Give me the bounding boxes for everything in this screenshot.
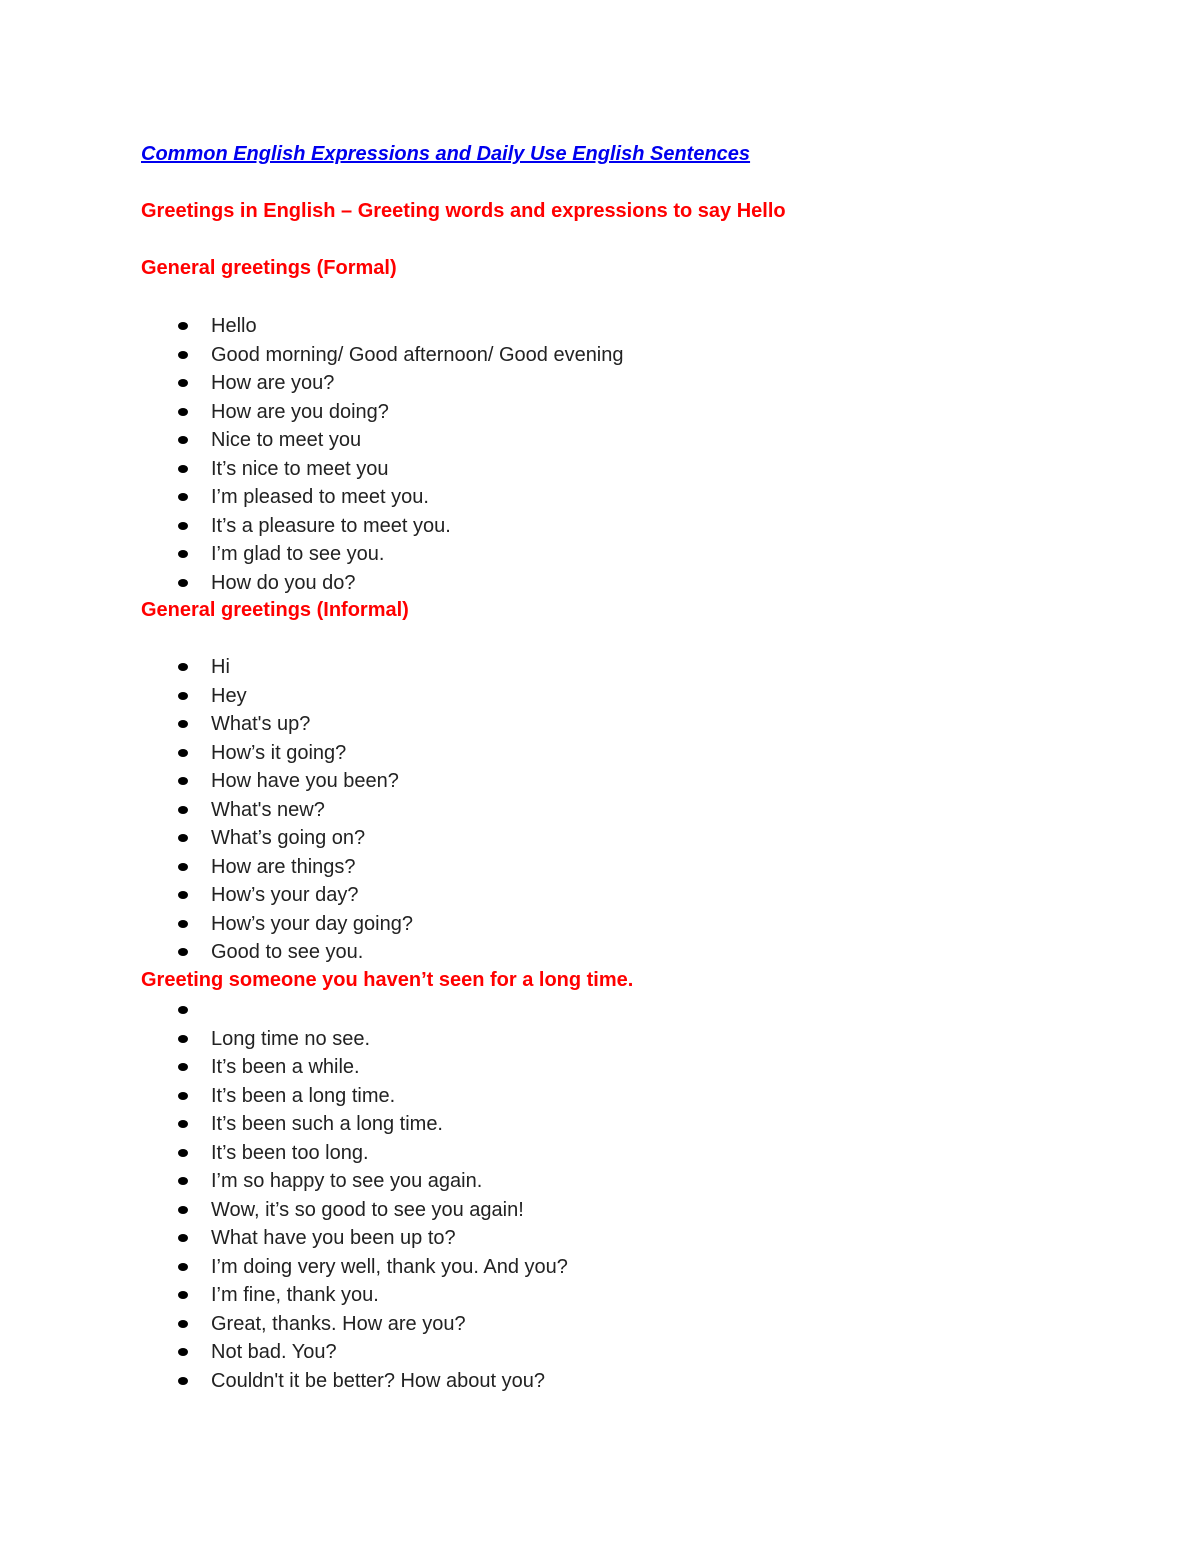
list-item-text: I’m so happy to see you again. <box>211 1170 483 1192</box>
list-item-text: How are things? <box>211 855 356 878</box>
list-item-text: Great, thanks. How are you? <box>211 1312 466 1335</box>
list-item-text: What's new? <box>211 798 325 821</box>
list-item-text: It’s a pleasure to meet you. <box>211 514 451 537</box>
bullet-icon <box>178 1006 188 1014</box>
list-item-text: It’s been such a long time. <box>211 1113 443 1135</box>
bullet-icon <box>178 891 188 899</box>
list-item-text: How do you do? <box>211 571 356 594</box>
list-item-text: What's up? <box>211 713 311 735</box>
bullet-icon <box>178 663 188 671</box>
list-item-text: How’s your day? <box>211 884 359 906</box>
list-item-text: Long time no see. <box>211 1027 370 1050</box>
bullet-icon <box>178 579 188 587</box>
list-item-text: Good to see you. <box>211 941 364 963</box>
list-item-text: What have you been up to? <box>211 1227 456 1249</box>
bullet-icon <box>178 1320 188 1328</box>
list-item-text: Hi <box>211 656 230 678</box>
bullet-icon <box>178 863 188 871</box>
bullet-icon <box>178 436 188 444</box>
subheading-informal-greetings: General greetings (Informal) <box>141 599 409 621</box>
bullet-icon <box>178 920 188 928</box>
bullet-icon <box>178 749 188 757</box>
list-item-text: It’s been too long. <box>211 1141 369 1164</box>
subheading-long-time-greetings: Greeting someone you haven’t seen for a long time. <box>141 969 634 991</box>
list-item-text: I’m glad to see you. <box>211 543 385 565</box>
bullet-icon <box>178 1035 188 1043</box>
list-item-text: Wow, it’s so good to see you again! <box>211 1198 524 1221</box>
list-item-text: Not bad. You? <box>211 1341 337 1363</box>
list-item-text: It’s been a long time. <box>211 1084 396 1107</box>
bullet-icon <box>178 806 188 814</box>
list-item-text: Couldn't it be better? How about you? <box>211 1369 546 1392</box>
document-title-link[interactable]: Common English Expressions and Daily Use English Sentences <box>141 143 751 165</box>
bullet-icon <box>178 720 188 728</box>
list-item-text: Good morning/ Good afternoon/ Good evening <box>211 343 624 366</box>
list-item-text: It’s nice to meet you <box>211 457 389 480</box>
list-item-text: Nice to meet you <box>211 429 362 451</box>
list-item-text: How’s it going? <box>211 741 347 764</box>
bullet-icon <box>178 1234 188 1242</box>
list-item-text: I’m fine, thank you. <box>211 1284 379 1306</box>
bullet-icon <box>178 351 188 359</box>
bullet-icon <box>178 1092 188 1100</box>
bullet-icon <box>178 1263 188 1271</box>
bullet-icon <box>178 1206 188 1214</box>
bullet-icon <box>178 1120 188 1128</box>
list-item-text: How are you? <box>211 372 335 394</box>
bullet-icon <box>178 692 188 700</box>
bullet-icon <box>178 322 188 330</box>
subheading-formal-greetings: General greetings (Formal) <box>141 257 397 279</box>
bullet-icon <box>178 493 188 501</box>
bullet-icon <box>178 522 188 530</box>
list-item-text: I’m pleased to meet you. <box>211 486 429 508</box>
bullet-icon <box>178 550 188 558</box>
bullet-icon <box>178 1177 188 1185</box>
bullet-icon <box>178 1063 188 1071</box>
section-heading: Greetings in English – Greeting words and expressions to say Hello <box>141 200 786 222</box>
bullet-icon <box>178 834 188 842</box>
list-item-text: Hey <box>211 684 247 707</box>
bullet-icon <box>178 1348 188 1356</box>
list-item-text: How’s your day going? <box>211 912 413 935</box>
bullet-icon <box>178 777 188 785</box>
list-item-text: Hello <box>211 315 257 337</box>
bullet-icon <box>178 408 188 416</box>
bullet-icon <box>178 465 188 473</box>
list-item-text: I’m doing very well, thank you. And you? <box>211 1255 568 1278</box>
list-item-text: What’s going on? <box>211 827 366 849</box>
bullet-icon <box>178 1377 188 1385</box>
bullet-icon <box>178 379 188 387</box>
list-item-text: It’s been a while. <box>211 1056 360 1078</box>
bullet-icon <box>178 948 188 956</box>
list-item-text: How are you doing? <box>211 400 389 423</box>
bullet-icon <box>178 1149 188 1157</box>
list-item-text: How have you been? <box>211 770 399 792</box>
bullet-icon <box>178 1291 188 1299</box>
